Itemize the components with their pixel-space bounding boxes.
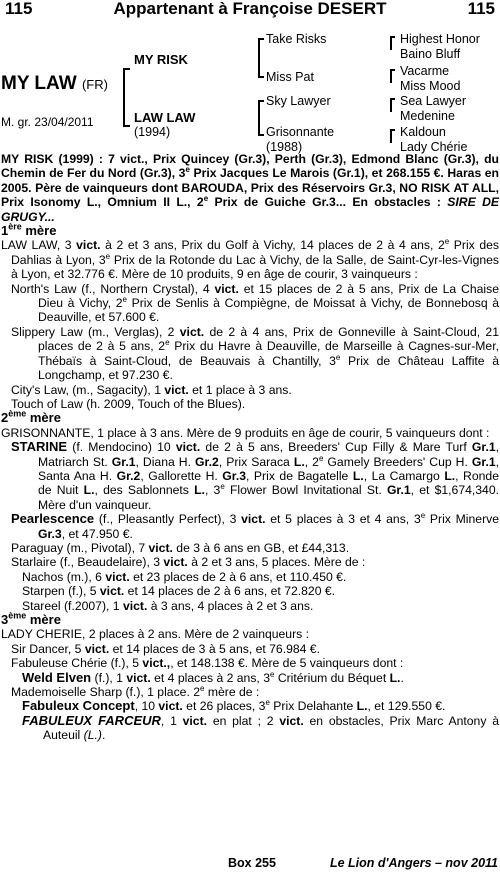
sup: e: [122, 295, 127, 304]
text: , La Camargo: [363, 468, 445, 483]
produce-weld-elven: [1, 671, 499, 685]
section-third-dam: 3ème mère: [1, 610, 61, 627]
text: vict.: [84, 641, 110, 656]
section-second-dam: 2ème mère: [1, 408, 61, 426]
dam-dam-year: (1988): [266, 140, 303, 154]
text: , et 129.550 €.: [367, 699, 446, 714]
text: , Prix Saraca: [218, 454, 294, 469]
g3-miss-mood: Miss Mood: [400, 79, 461, 93]
dam-dam: Grisonnante: [266, 125, 335, 139]
produce-nachos: [1, 570, 499, 584]
sire-name: MY RISK: [134, 52, 188, 67]
text: , des Sablonnets: [94, 483, 195, 498]
text: Starpen (f.), 5: [22, 584, 100, 599]
text: vict.: [158, 699, 183, 714]
text: et 14 places de 2 à 6 ans, et 72.820 €.: [124, 584, 336, 599]
sup: e: [335, 352, 341, 362]
text: mère de :: [204, 685, 260, 700]
bracket-line: [390, 98, 392, 112]
text: Prix de Château Laffite à Longchamp, et 97.230 €.: [38, 353, 499, 383]
text: SIRE DE GRUGY...: [1, 195, 499, 224]
text: Gr.3: [38, 526, 62, 541]
text: Prix de Senlis à Compiègne, de Moissat à Vichy, de Bonnebosq à Deauville, et 57.600 €.: [38, 296, 499, 325]
text: , 2: [304, 454, 319, 469]
text: (L.): [83, 728, 102, 743]
sup: e: [165, 338, 170, 348]
text: MY RISK (1999) : 7 vict., Prix Quincey (Gr.3), Perth (Gr.3), Edmond Blanc (Gr.3), du Chemin de Fer du Nord (Gr.3), 3: [1, 152, 499, 181]
bracket-line: [390, 98, 395, 100]
text: Paraguay (m., Pivotal), 7: [11, 540, 149, 555]
sale-event: Le Lion d'Angers – nov 2011: [329, 856, 498, 870]
text: Mademoiselle Sharp (f.), 1 place. 2: [11, 685, 200, 700]
text: de 2 à 4 ans, Prix de Gonneville à Saint-Cloud, 21 places de 2 à 5 ans, 2: [38, 324, 499, 354]
produce-mademoiselle-sharp: [1, 685, 499, 699]
text: vict.: [182, 713, 208, 728]
text: Gr.2: [195, 454, 219, 469]
horse-name-line: [1, 73, 108, 96]
sup: e: [105, 251, 111, 261]
text: et 5 places à 3 et 4 ans, 3: [265, 512, 421, 527]
bracket-line: [390, 36, 392, 50]
text: Nachos (m.), 6: [22, 569, 106, 584]
text: Critérium du Béquet: [274, 670, 390, 685]
text: , Diana H.: [135, 454, 196, 469]
sup: e: [203, 194, 209, 204]
text: vict.: [105, 569, 130, 584]
text: (f., Pleasantly Perfect), 3: [94, 512, 242, 527]
text: , Prix de Bagatelle: [246, 468, 353, 483]
text: City's Law, (m., Sagacity), 1: [11, 382, 165, 397]
text: Prix de Guiche Gr.3... En obstacles :: [208, 195, 448, 210]
text: et 23 places de 2 à 6 ans, et 110.450 €.: [129, 569, 347, 584]
first-dam-record: [1, 238, 499, 281]
text: vict.: [241, 512, 266, 527]
sup: e: [318, 453, 324, 463]
text: (f. Mendocino) 10: [67, 440, 176, 455]
text: , Gallorette H.: [140, 468, 223, 483]
owner-title: Appartenant à Françoise DESERT: [113, 0, 387, 18]
bracket-line: [258, 38, 264, 40]
produce-slippery-law: [1, 325, 499, 383]
text: Pearlescence: [11, 511, 95, 527]
sire-dam: Miss Pat: [266, 70, 314, 84]
bracket-line: [390, 36, 395, 38]
text: .: [400, 670, 404, 685]
sire-sire: Take Risks: [266, 32, 327, 46]
text: (f.), 1: [91, 670, 127, 685]
text: Weld Elven: [22, 669, 92, 685]
dam-sire: Sky Lawyer: [266, 94, 331, 108]
text: Gr.1: [471, 440, 496, 455]
text: vict.: [164, 382, 189, 397]
produce-starlaire: [1, 555, 499, 569]
text: à 2 et 3 ans, Prix du Golf à Vichy, 14 places de 2 à 4 ans, 2: [100, 238, 445, 253]
text: à 3 ans, 4 places à 2 et 3 ans.: [147, 598, 314, 613]
text: vict.: [76, 238, 101, 253]
text: Gr.3: [222, 468, 247, 483]
text: , et $1,674,340. Mère d'un vainqueur.: [38, 483, 499, 512]
text: Prix des Dahlias à Lyon, 3: [11, 238, 499, 267]
text: , et 148.138 €. Mère de 5 vainqueurs dont :: [170, 656, 404, 671]
text: , Santa Ana H.: [38, 454, 500, 483]
text: et 15 places de 2 à 5 ans, Prix de La Chaise Dieu à Vichy, 2: [38, 281, 499, 311]
text: Prix du Havre à Deauville, de Marseille à Cagnes-sur-Mer, Thébaïs à Saint-Cloud, de Beauvais à Chantilly, 3: [38, 339, 499, 368]
page-header: [5, 0, 495, 20]
text: vict.: [163, 555, 188, 570]
text: à 2 et 3 ans, 5 places. Mère de :: [187, 555, 366, 570]
text: vict.: [122, 598, 148, 613]
text: vict.: [148, 540, 173, 555]
section-first-dam: 1ère mère: [1, 221, 57, 239]
text: et 14 places de 3 à 5 ans, et 76.984 €.: [109, 641, 320, 656]
text: , Ronde de Nuit: [38, 468, 499, 498]
bracket-line: [258, 76, 264, 78]
text: Prix Delahante: [269, 699, 357, 714]
bracket-line: [258, 100, 264, 102]
bracket-line: [258, 38, 260, 78]
bracket-line: [123, 68, 125, 127]
text: , 1: [160, 713, 183, 728]
text: L.: [293, 454, 305, 469]
g3-highest-honor: Highest Honor: [400, 32, 480, 46]
produce-fabuleux-concept: [1, 699, 499, 713]
page-footer: [0, 856, 500, 872]
text: vict.: [179, 324, 205, 339]
bracket-line: [258, 134, 264, 136]
text: vict.: [214, 281, 239, 296]
produce-sir-dancer: [1, 642, 499, 656]
text: Fabuleuse Chérie (f.), 5: [11, 656, 143, 671]
text: en obstacles, Prix Marc Antony à Auteuil: [43, 713, 499, 743]
g3-vacarme: Vacarme: [400, 64, 450, 78]
text: North's Law (f., Northern Crystal), 4: [11, 281, 215, 296]
text: Slippery Law (m., Verglas), 2: [11, 324, 180, 339]
g3-medenine: Medenine: [400, 109, 455, 123]
produce-fabuleuse-cherie: [1, 656, 499, 670]
bracket-line: [123, 68, 130, 70]
text: L.: [389, 670, 401, 685]
sup: e: [185, 165, 190, 175]
text: , 3: [204, 483, 221, 498]
text: Prix Minerve: [425, 512, 499, 527]
text: vict.,: [142, 656, 171, 671]
text: Prix Jacques Le Marois (Gr.1), et 268.155 €. Haras en 2005. Père de vainqueurs dont BAROUDA, Prix des Réservoirs Gr.3, NO RISK AT ALL, Prix Isonomy L., Omnium II L., 2: [1, 166, 500, 210]
sup: e: [269, 669, 275, 679]
produce-citys-law: [1, 383, 499, 397]
produce-pearlescence: [1, 512, 499, 541]
text: STARINE: [11, 439, 68, 455]
text: FABULEUX FARCEUR: [22, 712, 161, 728]
text: Stareel (f.2007), 1: [22, 598, 123, 613]
dam-year: (1994): [134, 125, 171, 139]
g3-lady-cherie: Lady Chérie: [400, 140, 468, 154]
text: vict.: [175, 440, 201, 455]
text: et 4 places à 2 ans, 3: [150, 670, 270, 685]
text: L.: [83, 483, 95, 498]
text: Gr.2: [116, 468, 141, 483]
dam-name: LAW LAW: [134, 110, 196, 125]
horse-name: MY LAW: [1, 73, 77, 94]
sup: e: [444, 237, 450, 247]
produce-touch-of-law: Touch of Law (h. 2009, Touch of the Blues).: [11, 396, 246, 411]
text: LAW LAW, 3: [1, 238, 77, 253]
g3-kaldoun: Kaldoun: [400, 125, 446, 139]
text: en plat ; 2: [207, 713, 280, 728]
text: .: [101, 728, 106, 743]
catalogue-body: [1, 152, 499, 743]
lot-number-right: 115: [467, 0, 495, 18]
text: Prix de la Rotonde du Lac à Vichy, de la Salle, de Saint-Cyr-les-Vignes à Lyon, et 32.776 €. Mère de 10 produits, 9 en âge de courir, 3 vainqueurs :: [11, 252, 499, 282]
text: de 2 à 5 ans, Breeders' Cup Filly & Mare Turf: [200, 440, 472, 455]
text: , 10: [134, 699, 159, 714]
second-dam-record: GRISONNANTE, 1 place à 3 ans. Mère de 9 produits en âge de courir, 5 vainqueurs dont :: [1, 425, 490, 440]
text: Sir Dancer, 5: [11, 641, 85, 656]
text: Flower Bowl Invitational St.: [224, 483, 387, 498]
bracket-line: [258, 100, 260, 136]
text: Gr.1: [386, 483, 411, 498]
horse-origin: (FR): [81, 77, 108, 92]
bracket-line: [390, 69, 392, 83]
bracket-line: [390, 69, 395, 71]
box-number: Box 255: [228, 856, 276, 870]
g3-baino-bluff: Baino Bluff: [400, 47, 461, 61]
produce-stareel: [1, 599, 499, 613]
sup: e: [265, 698, 270, 708]
bracket-line: [390, 129, 392, 143]
produce-starine: [1, 440, 499, 512]
text: L.: [444, 468, 456, 483]
text: Gr.1: [471, 454, 496, 469]
text: , et 47.950 €.: [61, 526, 133, 541]
text: vict.: [126, 670, 151, 685]
lot-number-left: 115: [5, 0, 33, 18]
text: L.: [352, 468, 364, 483]
sire-record: [1, 152, 499, 224]
text: et 26 places, 3: [182, 699, 266, 714]
bracket-line: [123, 125, 130, 127]
text: Fabuleux Concept: [22, 698, 135, 714]
produce-paraguay: [1, 541, 499, 555]
horse-dob: M. gr. 23/04/2011: [1, 115, 94, 129]
g3-sea-lawyer: Sea Lawyer: [400, 94, 467, 108]
text: vict.: [279, 713, 304, 728]
produce-starpen: [1, 584, 499, 598]
text: de 3 à 6 ans en GB, et £44,313.: [172, 540, 350, 555]
text: vict.: [99, 584, 125, 599]
sup: e: [420, 511, 426, 521]
third-dam-record: LADY CHERIE, 2 places à 2 ans. Mère de 2 vainqueurs :: [1, 627, 310, 642]
sup: e: [200, 683, 205, 693]
text: Gamely Breeders' Cup H.: [323, 454, 472, 469]
text: L.: [194, 483, 205, 498]
bracket-line: [390, 129, 395, 131]
sup: e: [220, 482, 225, 492]
produce-norths-law: [1, 282, 499, 325]
text: et 1 place à 3 ans.: [188, 382, 292, 397]
text: , Matriarch St.: [38, 440, 499, 469]
produce-fabuleux-farceur: [1, 714, 499, 743]
text: L.: [356, 699, 368, 714]
text: Starlaire (f., Beaudelaire), 3: [11, 555, 164, 570]
text: Gr.1: [111, 454, 136, 469]
